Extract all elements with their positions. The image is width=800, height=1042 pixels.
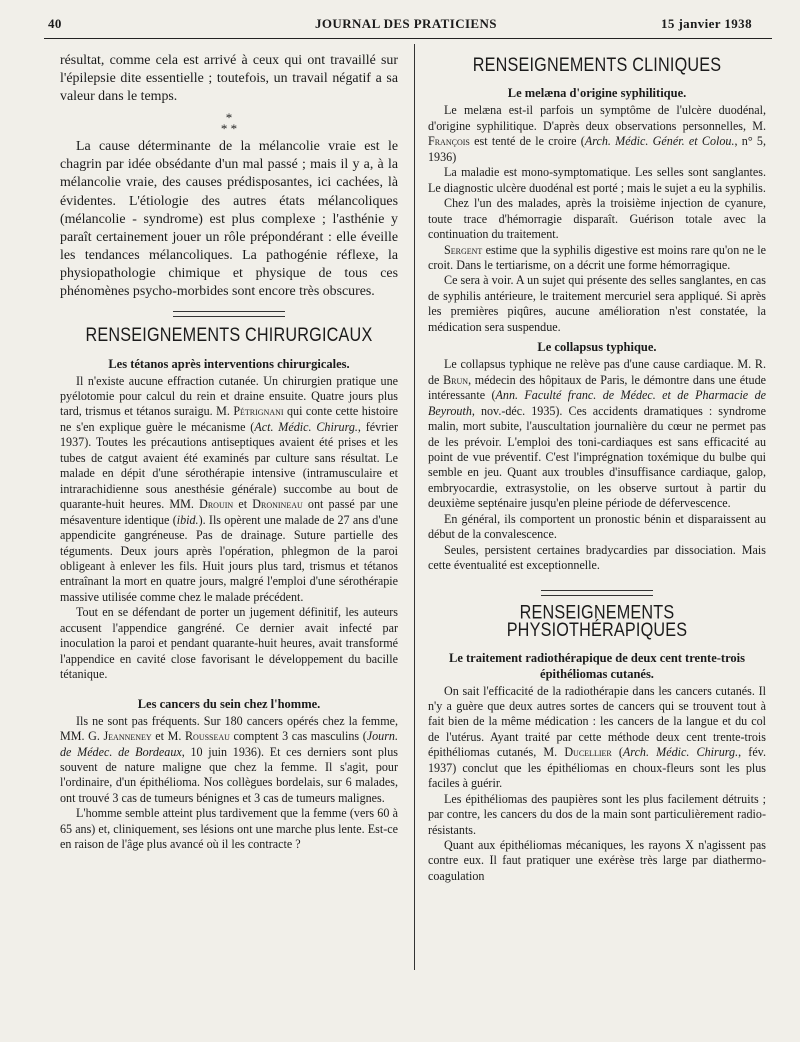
melaena-paragraph-4: Sergent estime que la syphilis digestive est moins rare qu'on ne le croit. Dans le tertiarisme, on a décrit une forme hémorragique. [428,242,766,272]
melaena-paragraph-5: Ce sera à voir. A un sujet qui présente des selles sanglantes, en cas de syphilis antérieure, le traitement mercuriel sera appliqué. Si après les premières piqûres, aucune amélioration n'est constatée, la médication sera suspendue. [428,273,766,334]
right-column [428,52,766,884]
tetanos-paragraph-1: Il n'existe aucune effraction cutanée. Un chirurgien pratique une pyélotomie pour calcul du rein et draine ensuite. Quatre jours plus tard, trismus et tétanos suraigu. M. Pétrignani qui conte cette histoire ne s'en explique guère le mécanisme (Act. Médic. Chirurg., février 1937). Toutes les précautions antiseptiques avaient été prises et les tubes de catgut avaient été examinés par culture sans résultat. Le malade en dépit d'une sérothérapie intensive (intramusculaire et intrarachidienne sous anesthésie générale) succombe au bout de quarante-huit heures. MM. Drouin et Dronineau ont passé par une mésaventure identique (ibid.). Ils opèrent une malade de 27 ans d'une appendicite gangréneuse. Pas de drainage. Suture partielle des téguments. Deux jours après l'opération, phlegmon de la paroi obligeant à enlever les fils. Huit jours plus tard, trismus et tétanos entraînant la mort en quatre jours, malgré l'emploi d'une sérothérapie massive utilisée comme chez le malade précédent. [60,373,398,604]
page-number: 40 [48,16,62,31]
radio-paragraph-2: Les épithéliomas des paupières sont les plus facilement détruits ; par contre, les cancers du dos de la main sont particulièrement radio-résistants. [428,791,766,837]
collapsus-paragraph-2: En général, ils comportent un pronostic bénin et disparaissent au début de la convalescence. [428,511,766,542]
melaena-paragraph-1: Le melæna est-il parfois un symptôme de l'ulcère duodénal, d'origine syphilitique. D'après deux observations personnelles, M. François est tenté de le croire (Arch. Médic. Génér. et Colou., n° 5, 1936) [428,103,766,164]
article-title-melaena: Le melæna d'origine syphilitique. [507,86,687,101]
intro-paragraph: résultat, comme cela est arrivé à ceux qui ont travaillé sur l'épilepsie dite essentielle ; toutefois, un travail négatif a sa valeur dans le temps. [60,53,398,105]
issue-date: 15 janvier 1938 [661,16,752,31]
article-title-collapsus: Le collapsus typhique. [537,340,657,355]
melaena-paragraph-3: Chez l'un des malades, après la troisième injection de cyanure, toute trace d'hémorragie disparaît. Guérison totale avec la continuation du traitement. [428,196,766,242]
collapsus-paragraph-1: Le collapsus typhique ne relève pas d'une cause cardiaque. M. R. de Brun, médecin des hôpitaux de Paris, le démontre dans une étude intéressante (Ann. Faculté franc. de Médec. et de Pharmacie de Beyrouth, nov.-déc. 1935). Ces accidents dramatiques : syndrome malin, mort subite, l'auscultation journalière du cœur ne permet pas de les prévoir. L'emploi des toni-cardiaques est sans efficacité au point de vue préventif. C'est l'imprégnation toxémique du bulbe qui semble en jeu. Quant aux troubles d'insuffisance cardiaque, galop, embryocardie, extrasystolie, on les observe surtout à partir du deuxième septénaire jusqu'en pleine période de défervescence. [428,357,766,511]
radio-paragraph-3: Quant aux épithéliomas mécaniques, les rayons X n'agissent pas contre eux. Il faut pratiquer une exérèse très large par diathermo-coagulation [428,838,766,883]
section-title-physiotherapiques: RENSEIGNEMENTS PHYSIOTHÉRAPIQUES [506,601,688,641]
cancers-paragraph-2: L'homme semble atteint plus tardivement que la femme (vers 60 à 65 ans) et, cliniquement, ses lésions ont une marche plus lente. Est-ce en raison de l'âge plus avancé où il les contracte ? [60,806,398,852]
left-column [60,52,398,853]
tetanos-paragraph-2: Tout en se défendant de porter un jugement définitif, les auteurs accusent l'appendice gangréné. Ce dernier avait infecté par inoculation la paroi et pendant quarante-huit heures, avait transformé l'appendice en cavité close favorisant le développement du bacille tétanique. [60,605,398,682]
cancers-paragraph-1: Ils ne sont pas fréquents. Sur 180 cancers opérés chez la femme, MM. G. Jeanneney et M. Rousseau comptent 3 cas masculins (Journ. de Médec. de Bordeaux, 10 juin 1936). Et ces derniers sont plus souvent de nature maligne que chez la femme. Il s'agit, pour l'ordinaire, d'un épithélioma. Nos collègues bordelais, sur 6 malades, ont trouvé 3 cas de tumeurs bénignes et 3 cas de tumeurs malignes. [60,713,398,805]
melancolie-paragraph: La cause déterminante de la mélancolie vraie est le chagrin par idée obsédante d'un mal passé ; mais il y a, à la mélancolie vraie, des causes prédisposantes, ici cachées, là évidentes. L'étiologie des autres états mélancoliques (mélancolie - syndrome) est plus complexe ; l'asthénie y paraît certainement jouer un rôle prépondérant : elle éveille les tendances mélancoliques. La pathogénie réflexe, la physiopathologie chimique et physique de tous ces phénomènes psycho-morbides sont encore très obscures. [60,139,398,300]
section-asterism: * * * [220,110,238,137]
section-title-cliniques: RENSEIGNEMENTS CLINIQUES [472,54,722,76]
section-divider [173,311,285,317]
section-divider-2 [541,590,653,596]
radio-paragraph-1: On sait l'efficacité de la radiothérapie dans les cancers cutanés. Il n'y a guère que deux autres sortes de cancers qui se trouvent tout à fait bien de la même médication : les cancers de la langue et du col de l'utérus. Ayant traité par cette méthode deux cent trente-trois épithéliomas cutanés, M. Ducellier (Arch. Médic. Chirurg., fév. 1937) conclut que les épithéliomas en choux-fleurs sont les plus faciles à guérir. [428,683,766,791]
header-rule [44,38,772,39]
section-title-chirurgicaux: RENSEIGNEMENTS CHIRURGICAUX [85,324,373,346]
article-title-radiotherapie: Le traitement radiothérapique de deux cent trente-trois épithéliomas cutanés. [448,650,745,681]
collapsus-paragraph-3: Seules, persistent certaines bradycardies par dissociation. Mais cette éventualité est exceptionnelle. [428,542,766,573]
journal-title: JOURNAL DES PRATICIENS [315,16,497,31]
article-title-tetanos: Les tétanos après interventions chirurgicales. [108,356,350,371]
melaena-paragraph-2: La maladie est mono-symptomatique. Les selles sont sanglantes. Le diagnostic ulcère duodénal est porté ; mais le sujet a eu la syphilis. [428,165,766,195]
page-header [0,12,800,38]
article-title-cancers: Les cancers du sein chez l'homme. [137,696,321,711]
column-divider [414,44,415,970]
